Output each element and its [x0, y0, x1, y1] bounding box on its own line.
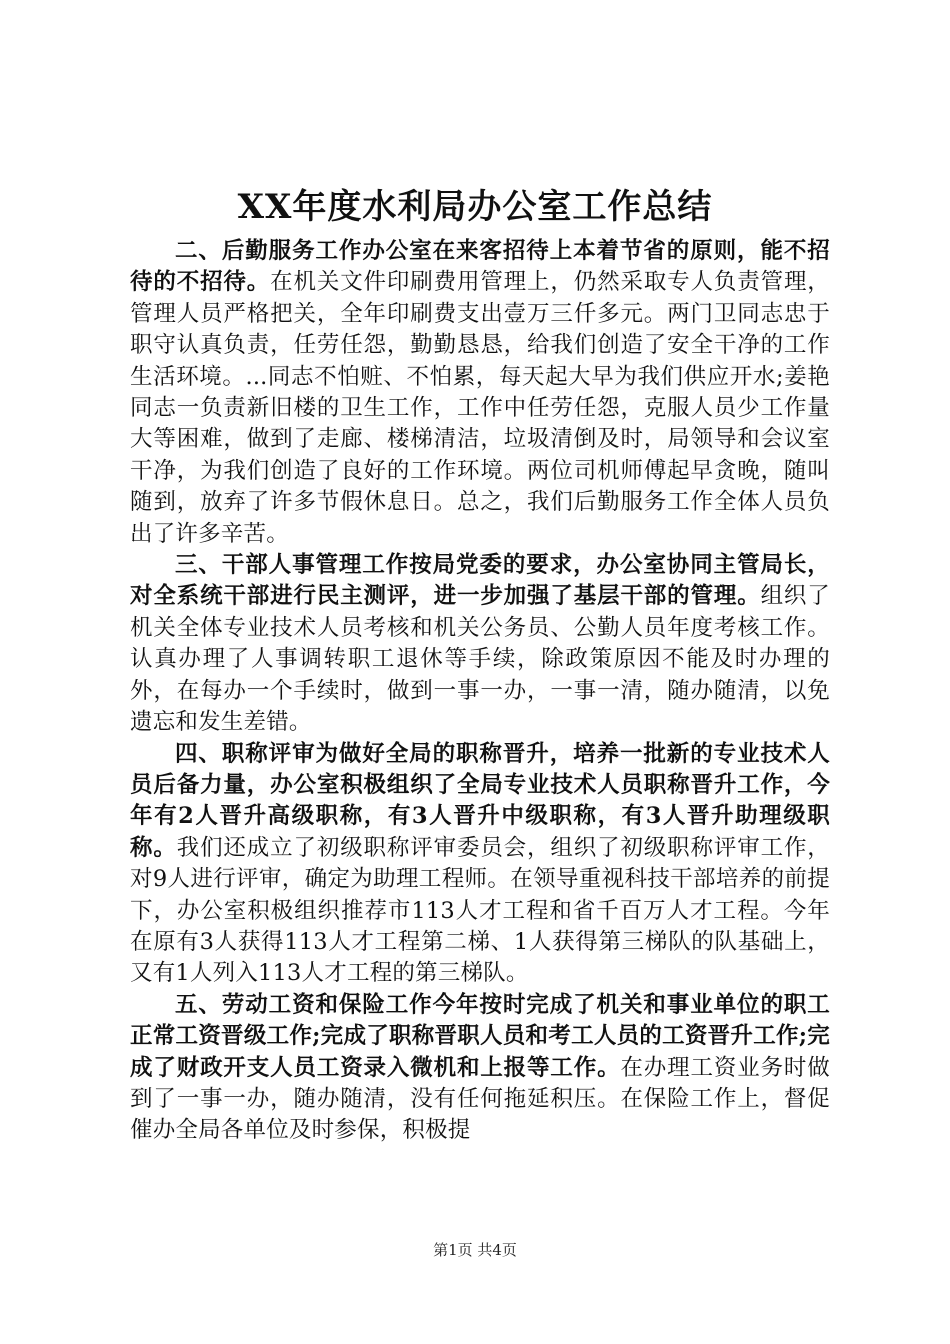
paragraph-title-review — [130, 739, 830, 990]
paragraph-lead: 三、干部人事管理工作按局党委的要求，办公室协同主管局长，对全系统干部进行民主测评，进一步加强了基层干部的管理。 — [130, 552, 830, 610]
paragraph-wages-insurance — [130, 990, 830, 1147]
paragraph-text: 组织了机关全体专业技术人员考核和机关公务员、公勤人员年度考核工作。认真办理了人事调转职工退休等手续，除政策原因不能及时办理的外，在每办一个手续时，做到一事一办，一事一清，随办随清，以免遗忘和发生差错。 — [130, 583, 830, 736]
paragraph-text: 在办理工资业务时做到了一事一办，随办随清，没有任何拖延积压。在保险工作上，督促催办全局各单位及时参保，积极提 — [130, 1054, 830, 1144]
paragraph-lead: 五、劳动工资和保险工作今年按时完成了机关和事业单位的职工正常工资晋级工作;完成了职称晋职人员和考工人员的工资晋升工作;完成了财政开支人员工资录入微机和上报等工作。 — [130, 991, 830, 1081]
paragraph-lead: 二、后勤服务工作办公室在来客招待上本着节省的原则，能不招待的不招待。 — [130, 238, 830, 296]
paragraph-text: 在机关文件印刷费用管理上，仍然采取专人负责管理，管理人员严格把关，全年印刷费支出壹万三仟多元。两门卫同志忠于职守认真负责，任劳任怨，勤勤恳恳，给我们创造了安全干净的工作生活环境。...同志不怕赃、不怕累，每天起大早为我们供应开水;姜艳同志一负责新旧楼的卫生工作，工作中任劳任怨，克服人员少工作量大等困难，做到了走廊、楼梯清洁，垃圾清倒及时，局领导和会议室干净，为我们创造了良好的工作环境。两位司机师傅起早贪晚，随叫随到，放弃了许多节假休息日。总之，我们后勤服务工作全体人员负出了许多辛苦。 — [130, 269, 830, 547]
paragraph-logistics — [130, 236, 830, 550]
document-body — [130, 236, 830, 1147]
paragraph-text: 我们还成立了初级职称评审委员会，组织了初级职称评审工作，对9人进行评审，确定为助理工程师。在领导重视科技干部培养的前提下，办公室积极组织推荐市113人才工程和省千百万人才工程。今年在原有3人获得113人才工程第二梯、1人获得第三梯队的队基础上，又有1人列入113人才工程的第三梯队。 — [130, 834, 830, 987]
page-number-footer: 第1页 共4页 — [433, 1241, 517, 1259]
paragraph-personnel — [130, 550, 830, 738]
paragraph-lead: 四、职称评审为做好全局的职称晋升，培养一批新的专业技术人员后备力量，办公室积极组织了全局专业技术人员职称晋升工作，今年有2人晋升高级职称，有3人晋升中级职称，有3人晋升助理级职称。 — [130, 740, 830, 861]
document-title: XX年度水利局办公室工作总结 — [237, 187, 713, 227]
